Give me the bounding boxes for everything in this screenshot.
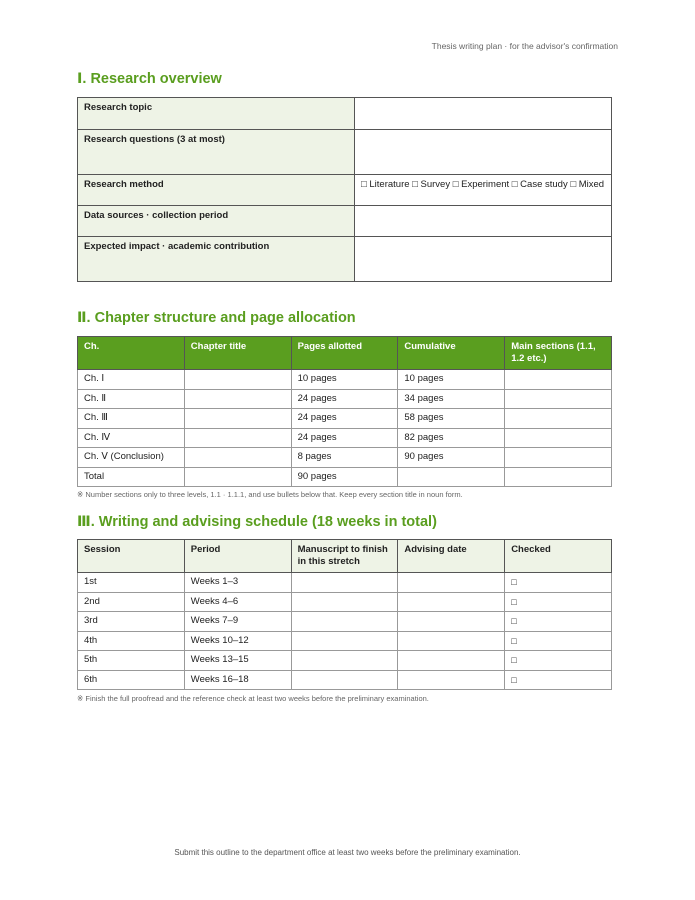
chapter-title-cell[interactable] xyxy=(184,370,291,390)
advising-date-cell[interactable] xyxy=(398,592,505,612)
chapter-structure-table xyxy=(77,336,612,487)
manuscript-cell[interactable] xyxy=(291,670,398,690)
table-row xyxy=(78,651,612,671)
table-row xyxy=(78,592,612,612)
table-row xyxy=(78,631,612,651)
manuscript-cell[interactable] xyxy=(291,631,398,651)
table-cell: 90 pages xyxy=(291,467,398,487)
advising-date-cell[interactable] xyxy=(398,670,505,690)
table-cell: 82 pages xyxy=(398,428,505,448)
table-cell: Ch. Ⅰ xyxy=(78,370,185,390)
table-cell: Weeks 4–6 xyxy=(184,592,291,612)
table-cell xyxy=(398,467,505,487)
table-row-total xyxy=(78,467,612,487)
checked-checkbox[interactable]: □ xyxy=(505,670,612,690)
table-cell: 24 pages xyxy=(291,389,398,409)
section-title-research-overview: Ⅰ. Research overview xyxy=(77,71,222,87)
table-cell: Total xyxy=(78,467,185,487)
chapter-title-cell[interactable] xyxy=(184,409,291,429)
row-label: Research questions (3 at most) xyxy=(78,130,355,175)
table-row xyxy=(78,98,612,130)
table-cell: Weeks 1–3 xyxy=(184,573,291,593)
table-row xyxy=(78,670,612,690)
research-method-options[interactable]: □ Literature □ Survey □ Experiment □ Case study □ Mixed xyxy=(355,175,612,206)
column-header: Main sections (1.1, 1.2 etc.) xyxy=(505,337,612,370)
table-cell: Weeks 7–9 xyxy=(184,612,291,632)
table-cell xyxy=(505,467,612,487)
table-cell: 58 pages xyxy=(398,409,505,429)
column-header: Ch. xyxy=(78,337,185,370)
table-cell: Ch. Ⅲ xyxy=(78,409,185,429)
section-title-schedule: Ⅲ. Writing and advising schedule (18 weeks in total) xyxy=(77,514,437,530)
main-sections-cell[interactable] xyxy=(505,389,612,409)
table-cell: 24 pages xyxy=(291,428,398,448)
table-row xyxy=(78,409,612,429)
header-note: Thesis writing plan · for the advisor's confirmation xyxy=(431,41,618,51)
table-cell: 8 pages xyxy=(291,448,398,468)
column-header: Checked xyxy=(505,540,612,573)
manuscript-cell[interactable] xyxy=(291,592,398,612)
table-row xyxy=(78,448,612,468)
chapter-note: ※ Number sections only to three levels, 1.1 · 1.1.1, and use bullets below that. Keep every section title in noun form. xyxy=(77,490,463,499)
table-cell: Weeks 16–18 xyxy=(184,670,291,690)
data-sources-field[interactable] xyxy=(355,206,612,237)
column-header: Session xyxy=(78,540,185,573)
table-cell: Ch. Ⅱ xyxy=(78,389,185,409)
research-topic-field[interactable] xyxy=(355,98,612,130)
table-row xyxy=(78,175,612,206)
expected-impact-field[interactable] xyxy=(355,237,612,282)
table-cell: 34 pages xyxy=(398,389,505,409)
column-header: Cumulative xyxy=(398,337,505,370)
table-row xyxy=(78,237,612,282)
main-sections-cell[interactable] xyxy=(505,448,612,468)
table-row xyxy=(78,370,612,390)
manuscript-cell[interactable] xyxy=(291,573,398,593)
table-cell: 4th xyxy=(78,631,185,651)
table-cell: 1st xyxy=(78,573,185,593)
table-cell: 90 pages xyxy=(398,448,505,468)
checked-checkbox[interactable]: □ xyxy=(505,651,612,671)
chapter-title-cell[interactable] xyxy=(184,389,291,409)
row-label: Expected impact · academic contribution xyxy=(78,237,355,282)
advising-date-cell[interactable] xyxy=(398,573,505,593)
column-header: Manuscript to finish in this stretch xyxy=(291,540,398,573)
table-row xyxy=(78,206,612,237)
row-label: Research topic xyxy=(78,98,355,130)
schedule-table xyxy=(77,539,612,690)
table-cell: 10 pages xyxy=(398,370,505,390)
schedule-note: ※ Finish the full proofread and the reference check at least two weeks before the preliminary examination. xyxy=(77,694,429,703)
table-cell: 6th xyxy=(78,670,185,690)
advising-date-cell[interactable] xyxy=(398,631,505,651)
row-label: Research method xyxy=(78,175,355,206)
checked-checkbox[interactable]: □ xyxy=(505,612,612,632)
advising-date-cell[interactable] xyxy=(398,612,505,632)
chapter-title-cell[interactable] xyxy=(184,448,291,468)
table-cell: Weeks 13–15 xyxy=(184,651,291,671)
table-cell xyxy=(184,467,291,487)
table-cell: 24 pages xyxy=(291,409,398,429)
table-row xyxy=(78,612,612,632)
table-cell: 2nd xyxy=(78,592,185,612)
table-row xyxy=(78,428,612,448)
section-title-chapter-structure: Ⅱ. Chapter structure and page allocation xyxy=(77,310,356,326)
manuscript-cell[interactable] xyxy=(291,651,398,671)
table-header-row xyxy=(78,540,612,573)
main-sections-cell[interactable] xyxy=(505,370,612,390)
column-header: Period xyxy=(184,540,291,573)
footer-note: Submit this outline to the department office at least two weeks before the preliminary examination. xyxy=(174,848,521,857)
table-row xyxy=(78,573,612,593)
chapter-title-cell[interactable] xyxy=(184,428,291,448)
table-cell: 5th xyxy=(78,651,185,671)
column-header: Chapter title xyxy=(184,337,291,370)
research-overview-table xyxy=(77,97,612,282)
table-cell: Ch. Ⅴ (Conclusion) xyxy=(78,448,185,468)
checked-checkbox[interactable]: □ xyxy=(505,573,612,593)
table-cell: Weeks 10–12 xyxy=(184,631,291,651)
row-label: Data sources · collection period xyxy=(78,206,355,237)
manuscript-cell[interactable] xyxy=(291,612,398,632)
main-sections-cell[interactable] xyxy=(505,409,612,429)
table-header-row xyxy=(78,337,612,370)
table-cell: 10 pages xyxy=(291,370,398,390)
main-sections-cell[interactable] xyxy=(505,428,612,448)
column-header: Pages allotted xyxy=(291,337,398,370)
advising-date-cell[interactable] xyxy=(398,651,505,671)
table-cell: Ch. Ⅳ xyxy=(78,428,185,448)
checked-checkbox[interactable]: □ xyxy=(505,592,612,612)
checked-checkbox[interactable]: □ xyxy=(505,631,612,651)
research-questions-field[interactable] xyxy=(355,130,612,175)
table-row xyxy=(78,389,612,409)
column-header: Advising date xyxy=(398,540,505,573)
table-cell: 3rd xyxy=(78,612,185,632)
table-row xyxy=(78,130,612,175)
